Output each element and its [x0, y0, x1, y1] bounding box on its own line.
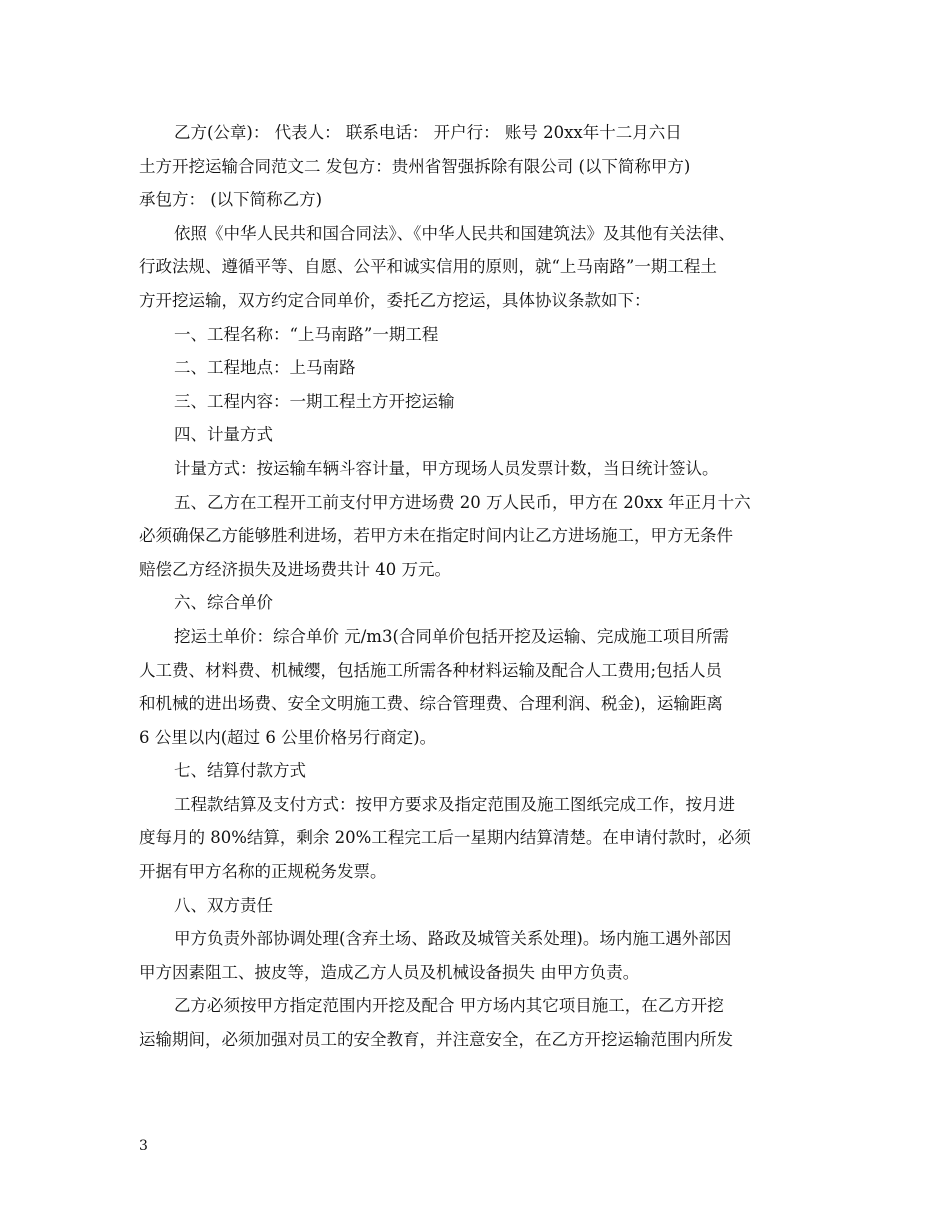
section-heading: 七、结算付款方式 — [174, 761, 306, 781]
section-heading: 一、工程名称：“上马南路”一期工程 — [174, 324, 439, 344]
text-line: 6 公里以内(超过 6 公里价格另行商定)。 — [139, 727, 437, 747]
text-line: 计量方式：按运输车辆斗容计量，甲方现场人员发票计数，当日统计签认。 — [174, 458, 719, 478]
text-line: 承包方： (以下简称乙方) — [139, 190, 323, 210]
text-line: 方开挖运输，双方约定合同单价，委托乙方挖运，具体协议条款如下： — [139, 290, 651, 310]
text-line: 运输期间，必须加强对员工的安全教育，并注意安全，在乙方开挖运输范围内所发 — [139, 1030, 733, 1050]
section-heading: 四、计量方式 — [174, 425, 273, 445]
text-line: 行政法规、遵循平等、自愿、公平和诚实信用的原则，就“上马南路”一期工程土 — [139, 257, 717, 277]
text-line: 人工费、材料费、机械缨，包括施工所需各种材料运输及配合人工费用;包括人员 — [139, 660, 723, 680]
text-line: 开据有甲方名称的正规税务发票。 — [139, 862, 387, 882]
section-heading: 六、综合单价 — [174, 593, 273, 613]
text-line: 挖运土单价：综合单价 元/m3(合同单价包括开挖及运输、完成施工项目所需 — [174, 626, 729, 646]
text-line: 乙方(公章)： 代表人： 联系电话： 开户行： 账号 20xx年十二月六日 — [174, 123, 682, 142]
document-body — [139, 116, 829, 1057]
text-line: 乙方必须按甲方指定范围内开挖及配合 甲方场内其它项目施工，在乙方开挖 — [174, 996, 724, 1016]
section-heading: 三、工程内容：一期工程土方开挖运输 — [174, 391, 455, 411]
text-line: 和机械的进出场费、安全文明施工费、综合管理费、合理利润、税金)，运输距离 — [139, 694, 723, 714]
section-heading: 五、乙方在工程开工前支付甲方进场费 20 万人民币，甲方在 20xx 年正月十六 — [174, 492, 751, 512]
text-line: 土方开挖运输合同范文二 发包方：贵州省智强拆除有限公司 (以下简称甲方) — [139, 156, 691, 176]
text-line: 必须确保乙方能够胜利进场，若甲方未在指定时间内让乙方进场施工，甲方无条件 — [139, 526, 733, 546]
text-line: 甲方因素阻工、披皮等，造成乙方人员及机械设备损失 由甲方负责。 — [139, 962, 640, 982]
text-line: 依照《中华人民共和国合同法》、《中华人民共和国建筑法》及其他有关法律、 — [174, 223, 735, 243]
section-heading: 八、双方责任 — [174, 895, 273, 915]
text-line: 赔偿乙方经济损失及进场费共计 40 万元。 — [139, 559, 451, 579]
text-line: 度每月的 80%结算，剩余 20%工程完工后一星期内结算清楚。在申请付款时，必须 — [139, 828, 751, 848]
section-heading: 二、工程地点：上马南路 — [174, 358, 356, 378]
page-number: 3 — [139, 1138, 148, 1154]
text-line: 工程款结算及支付方式：按甲方要求及指定范围及施工图纸完成工作，按月进 — [174, 794, 735, 814]
text-line: 甲方负责外部协调处理(含弃土场、路政及城管关系处理)。场内施工遇外部因 — [174, 929, 732, 949]
